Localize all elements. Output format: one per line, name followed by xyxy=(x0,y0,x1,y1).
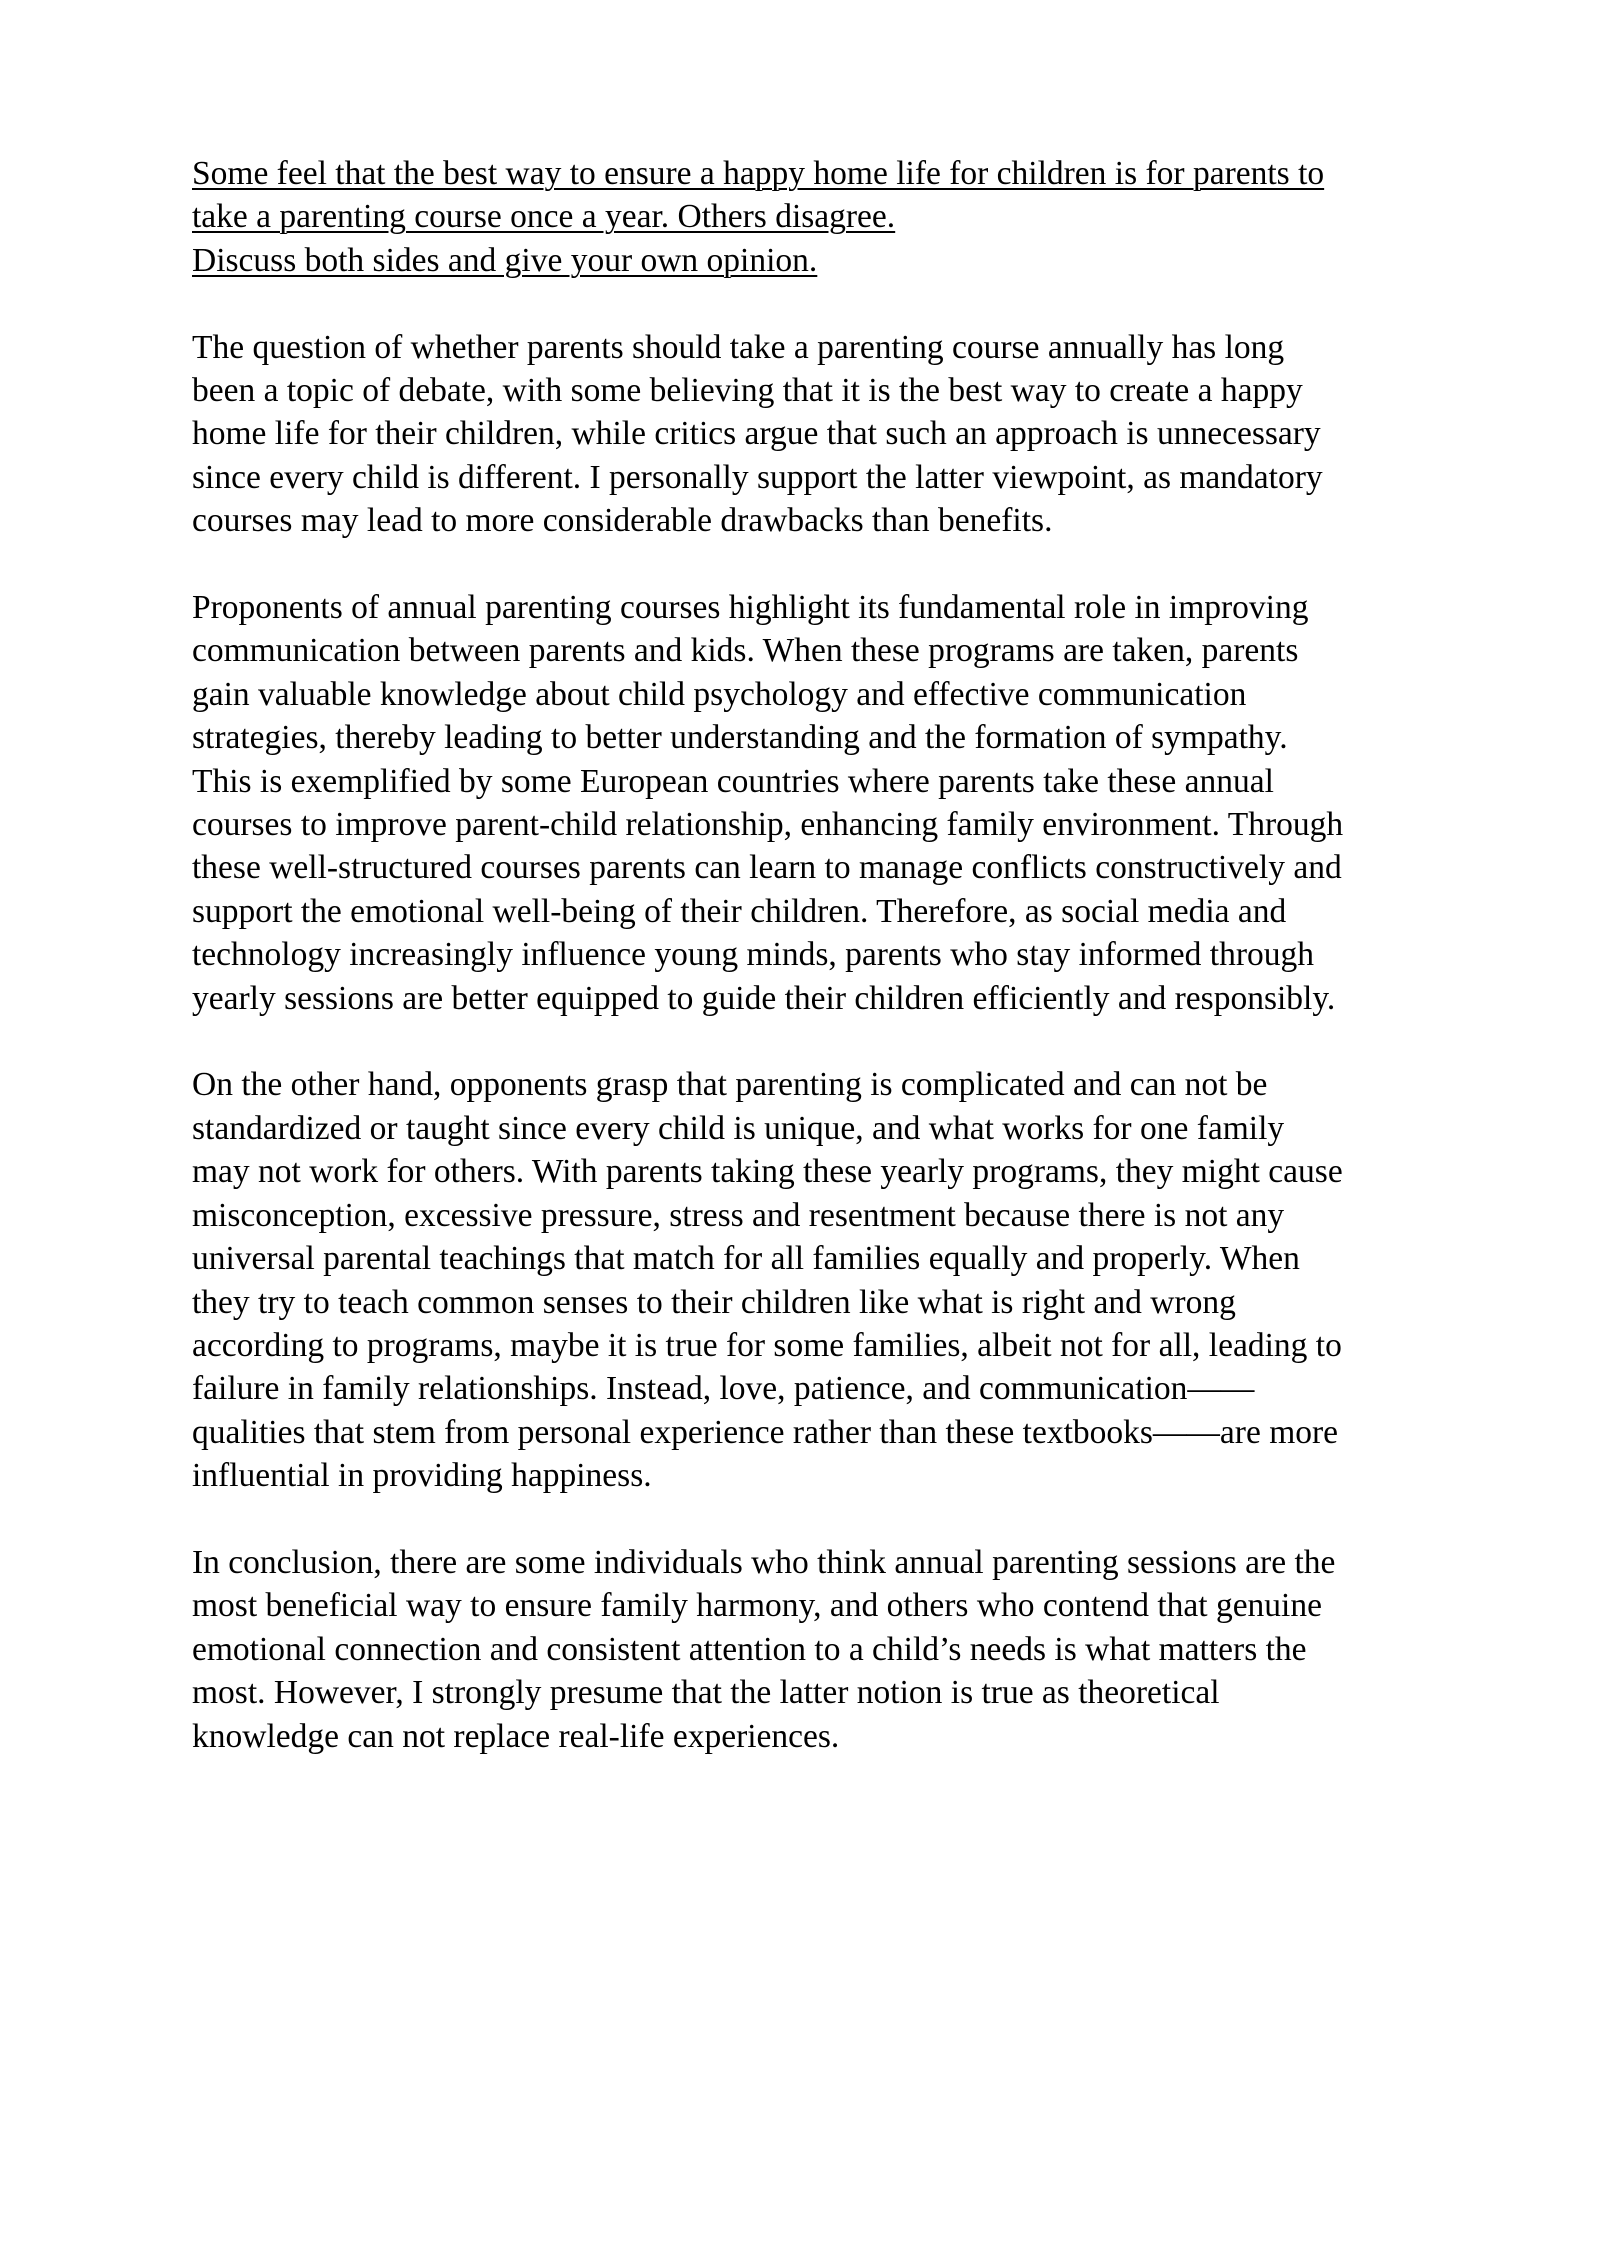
text-line: qualities that stem from personal experience rather than these textbooks——are more xyxy=(192,1413,1339,1451)
text-line: yearly sessions are better equipped to guide their children efficiently and responsibly. xyxy=(192,979,1336,1017)
text-line: failure in family relationships. Instead, love, patience, and communication—— xyxy=(192,1370,1255,1408)
introduction-paragraph xyxy=(192,326,1522,543)
text-line: support the emotional well-being of their children. Therefore, as social media and xyxy=(192,892,1287,930)
text-line: they try to teach common senses to their children like what is right and wrong xyxy=(192,1283,1236,1321)
text-line: gain valuable knowledge about child psychology and effective communication xyxy=(192,675,1247,713)
text-line: since every child is different. I personally support the latter viewpoint, as mandatory xyxy=(192,458,1323,496)
essay-prompt xyxy=(192,152,1522,282)
text-line: these well-structured courses parents can learn to manage conflicts constructively and xyxy=(192,849,1342,887)
text-line: knowledge can not replace real-life experiences. xyxy=(192,1717,840,1755)
proponents-paragraph xyxy=(192,586,1522,1020)
text-line: may not work for others. With parents taking these yearly programs, they might cause xyxy=(192,1153,1343,1191)
text-line: On the other hand, opponents grasp that parenting is complicated and can not be xyxy=(192,1066,1268,1104)
text-line: influential in providing happiness. xyxy=(192,1457,652,1495)
text-line: courses to improve parent-child relationship, enhancing family environment. Through xyxy=(192,806,1344,844)
conclusion-paragraph xyxy=(192,1541,1522,1758)
text-line: This is exemplified by some European countries where parents take these annual xyxy=(192,762,1274,800)
text-line: most. However, I strongly presume that the latter notion is true as theoretical xyxy=(192,1674,1220,1712)
text-line: The question of whether parents should take a parenting course annually has long xyxy=(192,328,1285,366)
text-line: home life for their children, while critics argue that such an approach is unnecessary xyxy=(192,415,1321,453)
text-line: communication between parents and kids. When these programs are taken, parents xyxy=(192,632,1299,670)
text-line: universal parental teachings that match for all families equally and properly. When xyxy=(192,1240,1300,1278)
document-body xyxy=(192,152,1522,1801)
text-line: most beneficial way to ensure family harmony, and others who contend that genuine xyxy=(192,1587,1322,1625)
text-line: been a topic of debate, with some believing that it is the best way to create a happy xyxy=(192,372,1303,410)
text-line: strategies, thereby leading to better understanding and the formation of sympathy. xyxy=(192,719,1288,757)
text-line: standardized or taught since every child is unique, and what works for one family xyxy=(192,1109,1285,1147)
text-line: misconception, excessive pressure, stress and resentment because there is not any xyxy=(192,1196,1285,1234)
prompt-line: take a parenting course once a year. Others disagree. xyxy=(192,198,896,236)
text-line: In conclusion, there are some individuals who think annual parenting sessions are the xyxy=(192,1543,1336,1581)
text-line: emotional connection and consistent attention to a child’s needs is what matters the xyxy=(192,1630,1307,1668)
text-line: according to programs, maybe it is true for some families, albeit not for all, leading to xyxy=(192,1326,1342,1364)
prompt-line: Discuss both sides and give your own opinion. xyxy=(192,241,818,279)
text-line: technology increasingly influence young minds, parents who stay informed through xyxy=(192,936,1315,974)
opponents-paragraph xyxy=(192,1063,1522,1497)
text-line: courses may lead to more considerable drawbacks than benefits. xyxy=(192,502,1053,540)
text-line: Proponents of annual parenting courses highlight its fundamental role in improving xyxy=(192,589,1309,627)
prompt-line: Some feel that the best way to ensure a happy home life for children is for parents to xyxy=(192,155,1325,192)
